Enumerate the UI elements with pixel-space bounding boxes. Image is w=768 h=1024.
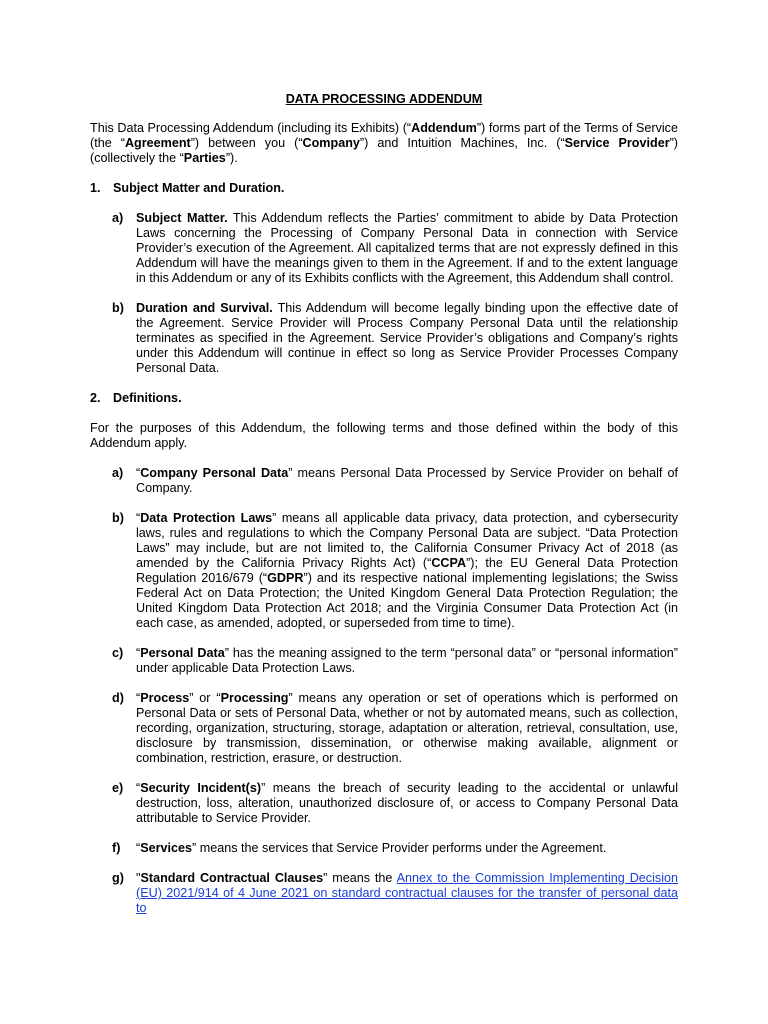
section-2-intro: For the purposes of this Addendum, the following terms and those defined within the body of this Addendum apply.	[90, 421, 678, 450]
intro-paragraph: This Data Processing Addendum (including its Exhibits) (“Addendum”) forms part of the Terms of Service (the “Agreement”) between you (“Company”) and Intuition Machines, Inc. (“Service Provider”) (collectively the “Parties”).	[90, 121, 678, 165]
definition-personal-data	[112, 646, 678, 676]
item-label: e)	[112, 781, 124, 795]
definition-services	[112, 841, 678, 856]
item-label: g)	[112, 871, 124, 885]
definition-process	[112, 691, 678, 766]
item-body: “Company Personal Data” means Personal Data Processed by Service Provider on behalf of Company.	[136, 466, 678, 495]
definition-data-protection-laws	[112, 511, 678, 631]
section-1-item-a	[112, 211, 678, 286]
item-body: “Process” or “Processing” means any operation or set of operations which is performed on Personal Data or sets of Personal Data, whether or not by automated means, such as collection, recording, organization, structuring, storage, adaptation or alteration, retrieval, consultation, use, disclosure by transmission, dissemination, or otherwise making available, alignment or combination, restriction, erasure, or destruction.	[136, 691, 679, 765]
section-2-heading: 2. Definitions.	[90, 391, 182, 405]
item-label: a)	[112, 211, 124, 225]
item-label: b)	[112, 511, 124, 525]
definition-standard-contractual-clauses	[112, 871, 678, 916]
item-body: “Security Incident(s)” means the breach of security leading to the accidental or unlawful destruction, loss, alteration, unauthorized disclosure of, or access to Company Personal Data attributable to Service Provider.	[136, 781, 678, 825]
section-1-item-b	[112, 301, 678, 376]
item-label: a)	[112, 466, 124, 480]
item-label: f)	[112, 841, 121, 855]
item-label: c)	[112, 646, 124, 660]
item-body: Duration and Survival. This Addendum will become legally binding upon the effective date of the Agreement. Service Provider will Process Company Personal Data until the relationship terminates as specified in the Agreement. Service Provider’s obligations and Company’s rights under this Addendum will continue in effect so long as Service Provider Processes Company Personal Data.	[136, 301, 678, 375]
item-body: Subject Matter. This Addendum reflects the Parties’ commitment to abide by Data Protection Laws concerning the Processing of Company Personal Data in connection with Service Provider’s execution of the Agreement. All capitalized terms that are not expressly defined in this Addendum will have the meanings given to them in the Agreement. If and to the extent language in this Addendum or any of its Exhibits conflicts with the Agreement, this Addendum shall control.	[136, 211, 678, 285]
item-label: b)	[112, 301, 124, 315]
item-label: d)	[112, 691, 124, 705]
section-1-heading: 1. Subject Matter and Duration.	[90, 181, 285, 195]
item-body: “Personal Data” has the meaning assigned to the term “personal data” or “personal information” under applicable Data Protection Laws.	[136, 646, 679, 675]
item-body: “Data Protection Laws” means all applicable data privacy, data protection, and cybersecurity laws, rules and regulations to which the Company Personal Data are subject. “Data Protection Laws” may include, but are not limited to, the California Consumer Privacy Act of 2018 (as amended by the California Privacy Rights Act) (“CCPA”); the EU General Data Protection Regulation 2016/679 (“GDPR”) and its respective national implementing legislations; the Swiss Federal Act on Data Protection; the United Kingdom General Data Protection Regulation; the United Kingdom Data Protection Act 2018; and the Virginia Consumer Data Protection Act (in each case, as amended, adopted, or superseded from time to time).	[136, 511, 679, 630]
item-body: "Standard Contractual Clauses” means the Annex to the Commission Implementing Decision (EU) 2021/914 of 4 June 2021 on standard contractual clauses for the transfer of personal data to	[136, 871, 679, 915]
definition-company-personal-data	[112, 466, 678, 496]
definition-security-incident	[112, 781, 678, 826]
document-title: DATA PROCESSING ADDENDUM	[285, 92, 483, 106]
item-body: “Services” means the services that Service Provider performs under the Agreement.	[136, 841, 607, 855]
scc-annex-link[interactable]: Annex to the Commission Implementing Decision (EU) 2021/914 of 4 June 2021 on standard contractual clauses for the transfer of personal data to	[136, 871, 679, 915]
